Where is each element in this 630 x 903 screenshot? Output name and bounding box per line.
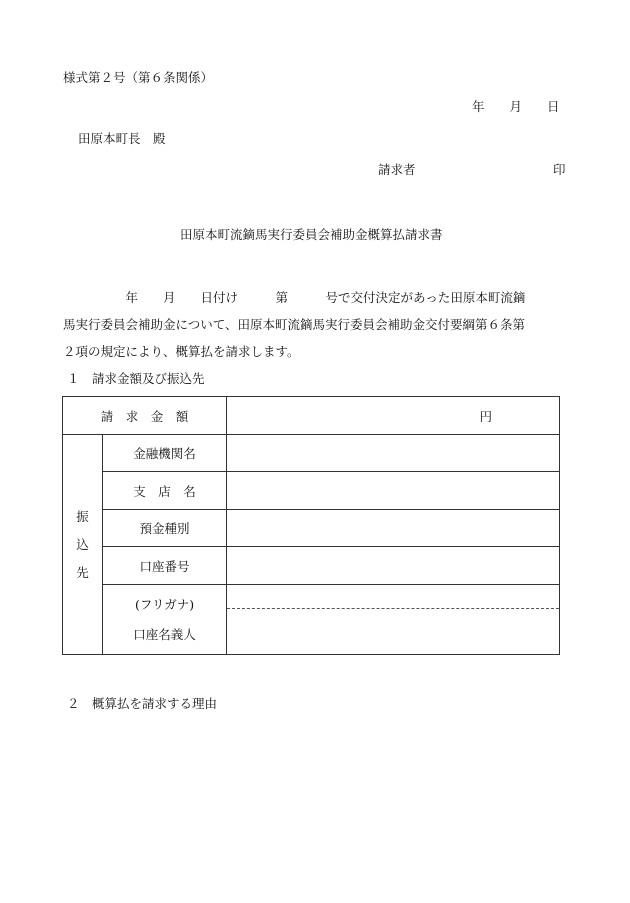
body-line: 馬実行委員会補助金について、田原本町流鏑馬実行委員会補助金交付要綱第６条第 — [63, 317, 526, 332]
body-line: ２項の規定により、概算払を請求します。 — [63, 344, 300, 359]
table-row — [63, 510, 560, 547]
date-line: 年 月 日 — [472, 99, 560, 114]
account-holder-cell — [227, 585, 560, 655]
amount-unit: 円 — [479, 408, 493, 424]
group-char: 込 — [76, 536, 89, 552]
amount-label: 請 求 金 額 — [63, 397, 227, 435]
claimant-label: 請求者 — [378, 162, 416, 177]
group-char: 振 — [76, 508, 89, 524]
form-number: 様式第２号（第６条関係） — [63, 70, 214, 85]
account-holder-label — [103, 585, 227, 655]
seal-label: 印 — [553, 162, 566, 177]
table-row — [63, 547, 560, 585]
amount-row — [63, 397, 560, 435]
document-title: 田原本町流鏑馬実行委員会補助金概算払請求書 — [180, 227, 443, 242]
bank-name-label: 金融機関名 — [103, 435, 227, 472]
claim-table — [62, 396, 560, 655]
branch-name-field[interactable] — [227, 472, 560, 510]
transfer-group-label — [63, 435, 103, 655]
branch-name-label: 支 店 名 — [103, 472, 227, 510]
account-number-field[interactable] — [227, 547, 560, 585]
holder-name-field[interactable] — [227, 609, 559, 654]
body-paragraph — [63, 284, 583, 365]
group-char: 先 — [76, 564, 89, 580]
deposit-type-field[interactable] — [227, 510, 560, 547]
furigana-label: (フリガナ) — [134, 596, 195, 612]
table-row — [63, 435, 560, 472]
table-row — [63, 585, 560, 655]
section2-heading: ２ 概算払を請求する理由 — [67, 696, 218, 711]
section1-heading: １ 請求金額及び振込先 — [67, 371, 205, 386]
body-line: 年 月 日付け 第 号で交付決定があった田原本町流鏑 — [63, 290, 526, 305]
bank-name-field[interactable] — [227, 435, 560, 472]
table-row — [63, 472, 560, 510]
amount-cell[interactable] — [227, 397, 560, 435]
account-number-label: 口座番号 — [103, 547, 227, 585]
deposit-type-label: 預金種別 — [103, 510, 227, 547]
furigana-field[interactable] — [227, 585, 559, 609]
addressee: 田原本町長 殿 — [78, 131, 166, 146]
holder-label: 口座名義人 — [133, 626, 196, 642]
